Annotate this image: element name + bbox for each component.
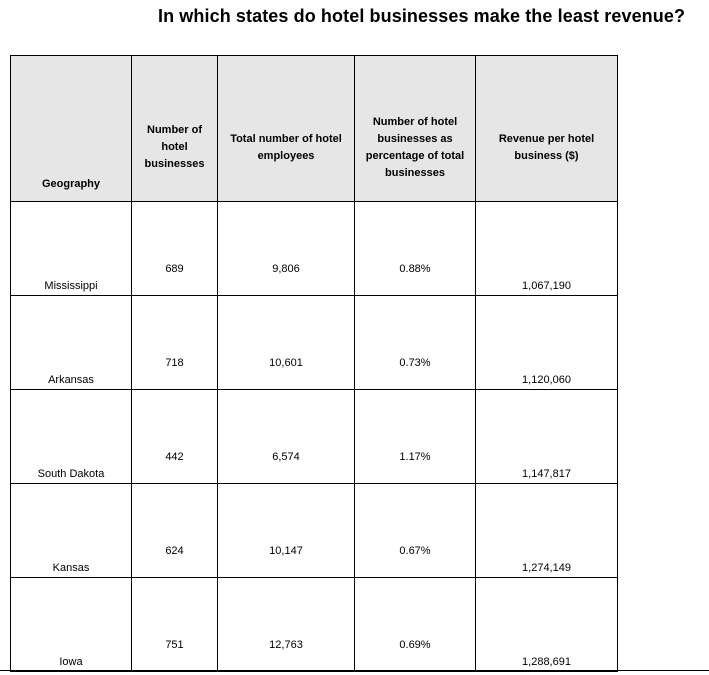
table-row — [11, 390, 618, 484]
header-total-employees — [218, 56, 355, 202]
header-geography-label: Geography — [41, 178, 101, 190]
cell-employees: 6,574 — [218, 390, 355, 484]
cell-percentage: 1.17% — [355, 390, 476, 484]
cell-employees: 10,601 — [218, 296, 355, 390]
cell-employees: 9,806 — [218, 202, 355, 296]
header-row — [11, 56, 618, 202]
header-number-of-businesses — [132, 56, 218, 202]
cell-revenue: 1,147,817 — [476, 390, 618, 484]
table-row — [11, 578, 618, 672]
cell-percentage: 0.69% — [355, 578, 476, 672]
table-row — [11, 296, 618, 390]
header-percentage-of-businesses — [355, 56, 476, 202]
header-percentage-label: Number of hotel businesses as percentage of total businesses — [365, 115, 465, 179]
hotel-revenue-table — [10, 55, 618, 672]
sheet-bottom-edge — [0, 670, 709, 671]
chart-title: In which states do hotel businesses make the least revenue? — [158, 6, 686, 26]
header-revenue-label: Revenue per hotel business ($) — [498, 132, 595, 162]
header-geography — [11, 56, 132, 202]
cell-geography: Arkansas — [11, 296, 132, 390]
cell-revenue: 1,120,060 — [476, 296, 618, 390]
cell-employees: 10,147 — [218, 484, 355, 578]
cell-geography: Iowa — [11, 578, 132, 672]
cell-geography: Mississippi — [11, 202, 132, 296]
cell-percentage: 0.67% — [355, 484, 476, 578]
cell-businesses: 751 — [132, 578, 218, 672]
cell-businesses: 624 — [132, 484, 218, 578]
cell-businesses: 718 — [132, 296, 218, 390]
cell-revenue: 1,067,190 — [476, 202, 618, 296]
header-revenue-per-business — [476, 56, 618, 202]
cell-percentage: 0.88% — [355, 202, 476, 296]
table-row — [11, 484, 618, 578]
cell-businesses: 689 — [132, 202, 218, 296]
cell-revenue: 1,274,149 — [476, 484, 618, 578]
cell-geography: Kansas — [11, 484, 132, 578]
table-row — [11, 202, 618, 296]
header-number-of-businesses-label: Number of hotel businesses — [144, 124, 205, 170]
cell-revenue: 1,288,691 — [476, 578, 618, 672]
cell-percentage: 0.73% — [355, 296, 476, 390]
header-total-employees-label: Total number of hotel employees — [230, 132, 342, 162]
cell-businesses: 442 — [132, 390, 218, 484]
cell-employees: 12,763 — [218, 578, 355, 672]
cell-geography: South Dakota — [11, 390, 132, 484]
